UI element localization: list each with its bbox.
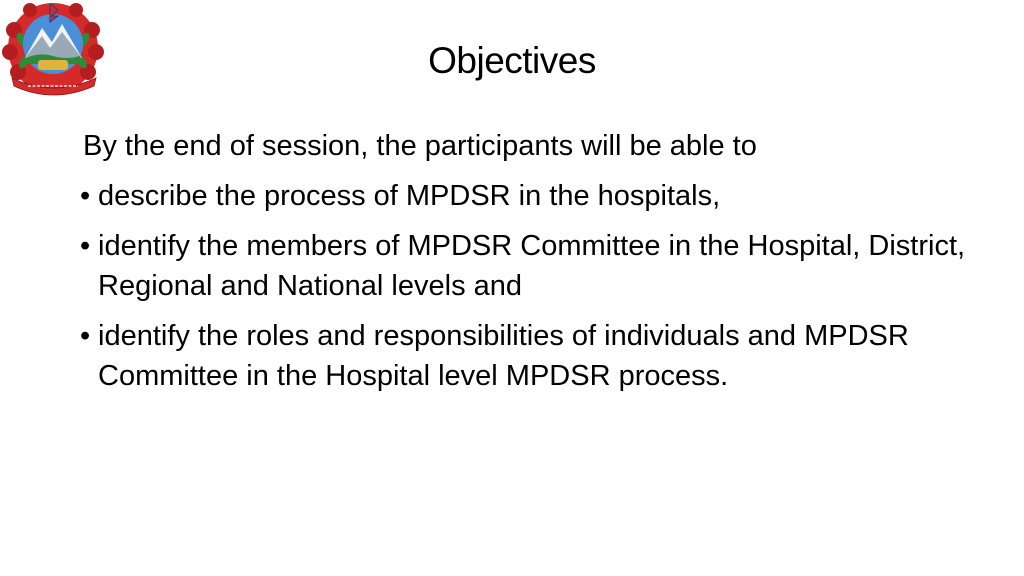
slide-body [80, 126, 1000, 406]
objective-item [80, 176, 1000, 216]
objective-text: identify the members of MPDSR Committee in the Hospital, District, Regional and National levels and [98, 230, 966, 302]
bullet-icon: • [80, 230, 91, 262]
objective-item [80, 316, 1000, 396]
objective-item [80, 226, 1000, 306]
objective-text: describe the process of MPDSR in the hospitals, [98, 180, 721, 212]
intro-text: By the end of session, the participants will be able to [83, 130, 757, 162]
slide-title: Objectives [428, 40, 596, 81]
bullet-icon: • [80, 320, 91, 352]
objectives-list [80, 176, 1000, 396]
objective-text: identify the roles and responsibilities of individuals and MPDSR Committee in the Hospital level MPDSR process. [98, 320, 909, 392]
bullet-icon: • [80, 180, 91, 212]
